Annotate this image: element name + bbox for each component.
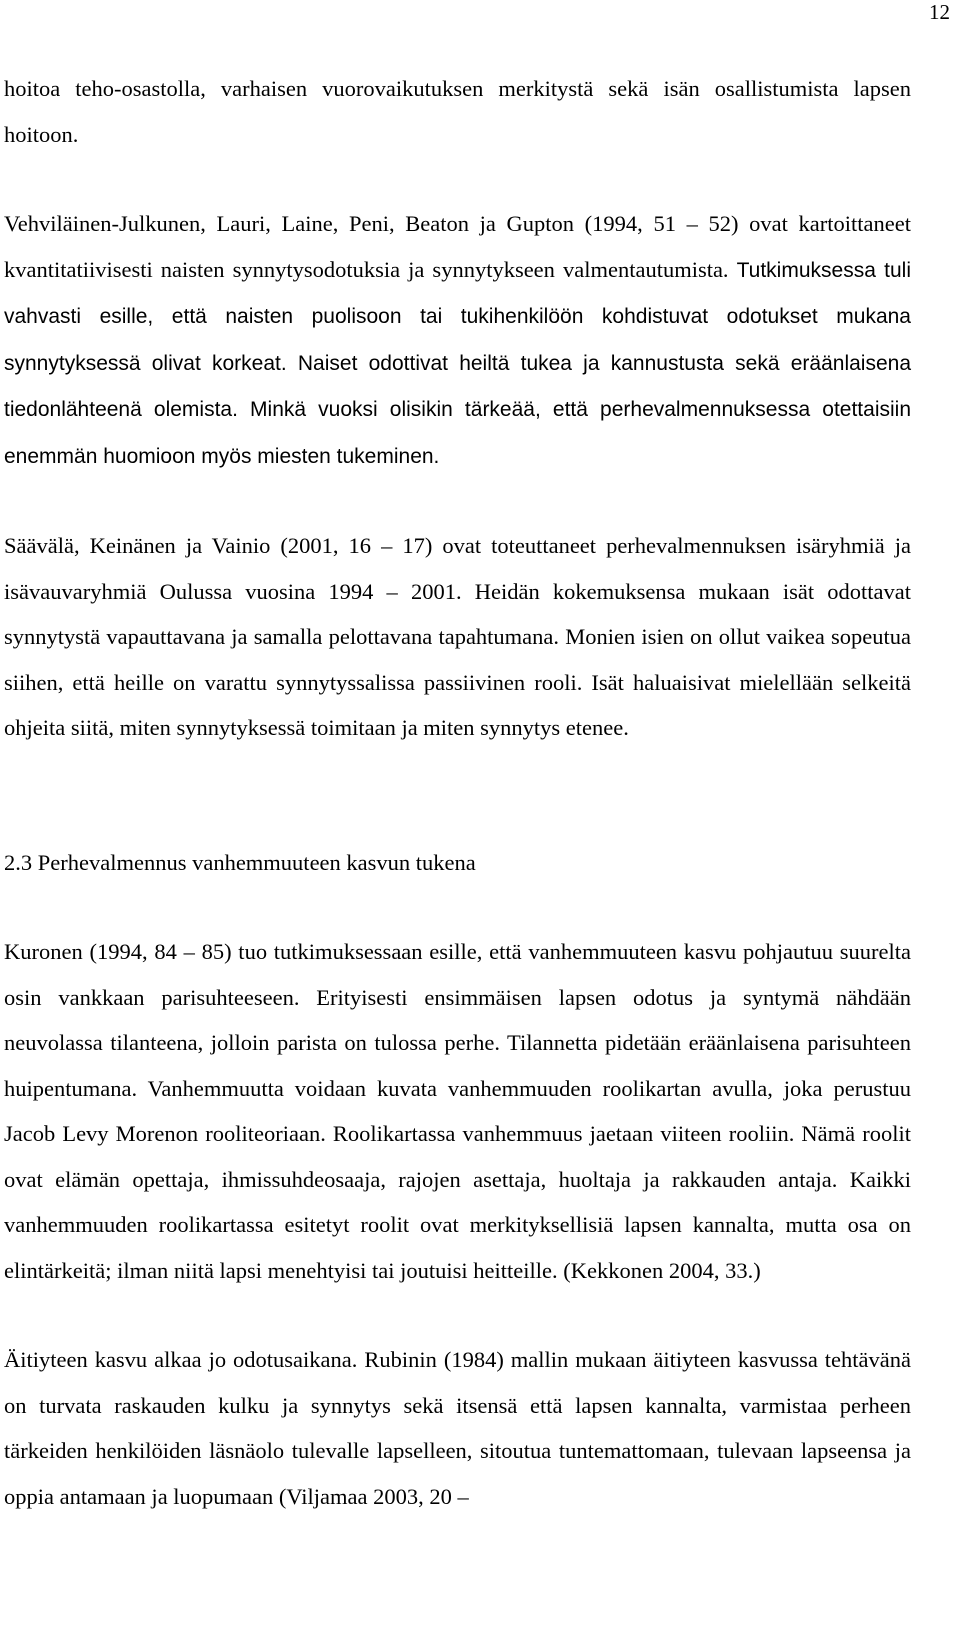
paragraph-4: Kuronen (1994, 84 – 85) tuo tutkimuksessaan esille, että vanhemmuuteen kasvu pohjautuu suurelta osin vankkaan parisuhteeseen. Erityisesti ensimmäisen lapsen odotus ja syntymä nähdään neuvolassa tilanteena, jolloin parista on tulossa perhe. Tilannetta pidetään eräänlaisena parisuhteen huipentumana. Vanhemmuutta voidaan kuvata vanhemmuuden roolikartan avulla, joka perustuu Jacob Levy Morenon rooliteoriaan. Roolikartassa vanhemmuus jaetaan viiteen rooliin. Nämä roolit ovat elämän opettaja, ihmissuhdeosaaja, rajojen asettaja, huoltaja ja rakkauden antaja. Kaikki vanhemmuuden roolikartassa esitetyt roolit ovat merkityksellisiä lapsen kannalta, mutta osa on elintärkeitä; ilman niitä lapsi menehtyisi tai joutuisi heitteille. (Kekkonen 2004, 33.) — [4, 939, 911, 1283]
document-body — [4, 66, 911, 1519]
page-number: 12 — [929, 0, 950, 24]
paragraph-2 — [4, 201, 911, 479]
paragraph-5: Äitiyteen kasvu alkaa jo odotusaikana. Rubinin (1984) mallin mukaan äitiyteen kasvussa tehtävänä on turvata raskauden kulku ja synnytys sekä itsensä että lapsen kannalta, varmistaa perheen tärkeiden henkilöiden läsnäolo tulevalle lapselleen, sitoutua tuntemattomaan, tulevaan lapseensa ja oppia antamaan ja luopumaan (Viljamaa 2003, 20 – — [4, 1347, 911, 1509]
paragraph-2-sans-text: Tutkimuksessa tuli vahvasti esille, että naisten puolisoon tai tukihenkilöön kohdistuvat odotukset mukana synnytyksessä olivat korkeat. Naiset odottivat heiltä tukea ja kannustusta sekä eräänlaisena tiedonlähteenä olemista. Minkä vuoksi olisikin tärkeää, että perhevalmennuksessa otettaisiin enemmän huomioon myös miesten tukeminen. — [4, 258, 911, 468]
paragraph-2-serif-text: Vehviläinen-Julkunen, Lauri, Laine, Peni, Beaton ja Gupton (1994, 51 – 52) ovat kartoittaneet kvantitatiivisesti naisten synnytysodotuksia ja synnytykseen valmentautumista. — [4, 211, 911, 282]
paragraph-1: hoitoa teho-osastolla, varhaisen vuorovaikutuksen merkitystä sekä isän osallistumista lapsen hoitoon. — [4, 76, 911, 147]
section-heading: 2.3 Perhevalmennus vanhemmuuteen kasvun tukena — [4, 849, 476, 875]
paragraph-3: Säävälä, Keinänen ja Vainio (2001, 16 – 17) ovat toteuttaneet perhevalmennuksen isäryhmiä ja isävauvaryhmiä Oulussa vuosina 1994 – 2001. Heidän kokemuksensa mukaan isät odottavat synnytystä vapauttavana ja samalla pelottavana tapahtumana. Monien isien on ollut vaikea sopeutua siihen, että heille on varattu synnytyssalissa passiivinen rooli. Isät haluaisivat mielellään selkeitä ohjeita siitä, miten synnytyksessä toimitaan ja miten synnytys etenee. — [4, 533, 911, 740]
